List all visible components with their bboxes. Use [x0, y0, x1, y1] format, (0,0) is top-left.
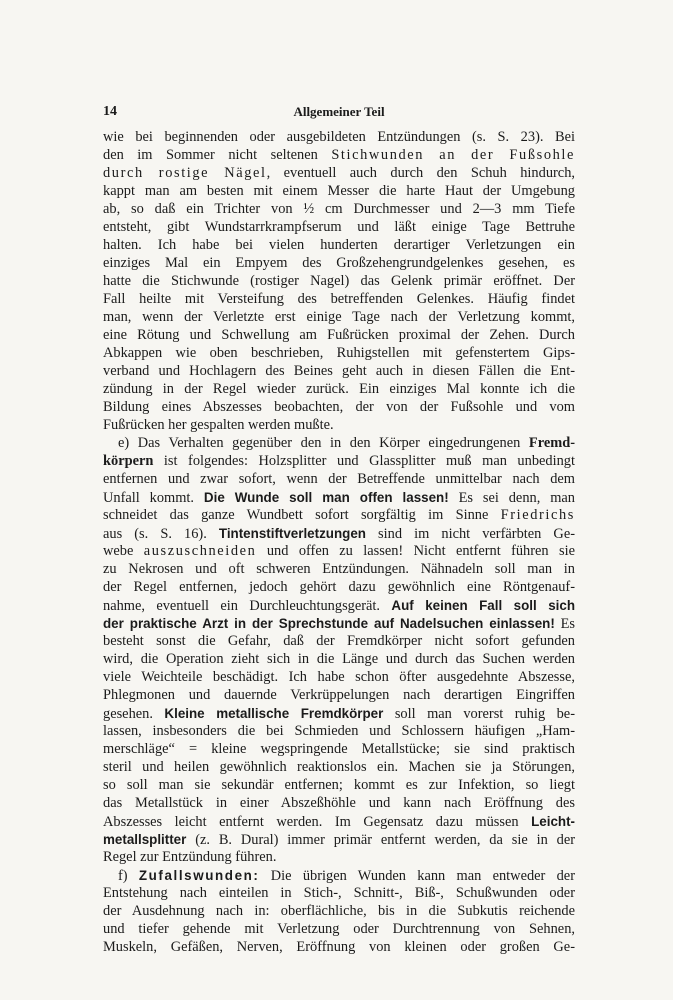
text-line: den im Sommer nicht seltenen Stichwunden an der Fußsohle [103, 147, 575, 163]
bold-term: Fremd- [528, 435, 575, 451]
text-line: ab, so daß ein Trichter von ½ cm Durchmesser und 2—3 mm Tiefe [103, 201, 575, 217]
text-line: das Metallstück in einer Abszeßhöhle und kann nach Eröffnung des [103, 795, 575, 811]
emphasis-text: der praktische Arzt in der Sprechstunde auf Nadelsuchen einlassen! [103, 616, 555, 631]
text-line: metallsplitter (z. B. Dural) immer primär entfernt werden, da sie in der [103, 832, 575, 848]
text-line: viele Weichteile beschädigt. Ich habe schon öfter ausgedehnte Abszesse, [103, 669, 575, 685]
text-line: und tiefer gehende mit Verletzung oder Durchtrennung von Sehnen, [103, 921, 575, 937]
text-line: Fußrücken her gespalten werden mußte. [103, 417, 334, 433]
text-line: entfernen und zwar sofort, wenn der Betreffende unmittelbar nach dem [103, 471, 575, 487]
emphasis-text: Tintenstiftverletzungen [218, 526, 366, 541]
text-line: Bildung eines Abszesses beobachten, der von der Fußsohle und vom [103, 399, 575, 415]
emphasis-text: Kleine metallische Fremdkörper [164, 706, 384, 721]
text-line: e) Das Verhalten gegenüber den in den Körper eingedrungenen Fremd- [118, 435, 575, 451]
emphasis-text: Die Wunde soll man offen lassen! [203, 490, 449, 505]
bold-term: körpern [103, 453, 154, 469]
text-line: halten. Ich habe bei vielen hunderten derartiger Verletzungen ein [103, 237, 575, 253]
text-line: Entstehung nach einteilen in Stich-, Schnitt-, Biß-, Schußwunden oder [103, 885, 575, 901]
text-line: so soll man sie sekundär entfernen; kommt es zur Infektion, so liegt [103, 777, 575, 793]
text-line: verband und Hochlagern des Beines geht auch in diesen Fällen die Ent- [103, 363, 575, 379]
text-line: der Regel entfernen, jedoch gehört dazu gewöhnlich eine Röntgenauf- [103, 579, 575, 595]
text-line: aus (s. S. 16). Tintenstiftverletzungen sind im nicht verfärbten Ge- [103, 526, 575, 542]
spaced-term: Friedrichs [500, 507, 575, 523]
text-line: einziges Mal ein Empyem des Großzehengrundgelenkes gesehen, es [103, 255, 575, 271]
text-line: besteht sonst die Gefahr, daß der Fremdkörper nicht sofort gefunden [103, 633, 575, 649]
text-line: hatte die Stichwunde (rostiger Nagel) das Gelenk primär eröffnet. Der [103, 273, 575, 289]
text-line: der Ausdehnung nach in: oberflächliche, bis in die Subkutis reichende [103, 903, 575, 919]
emphasis-text: Auf keinen Fall soll sich [391, 598, 575, 613]
page-header [103, 104, 575, 124]
text-line: schneidet das ganze Wundbett sofort sorgfältig im Sinne Friedrichs [103, 507, 575, 523]
text-line: körpern ist folgendes: Holzsplitter und Glassplitter muß man unbedingt [103, 453, 575, 469]
emphasis-text: Leicht- [531, 814, 575, 829]
emphasis-text: metallsplitter [103, 832, 187, 847]
spaced-term: Stichwunden an der Fußsohle [331, 147, 575, 163]
text-line: Phlegmonen und dauernde Verkrüppelungen nach derartigen Eingriffen [103, 687, 575, 703]
text-line: Muskeln, Gefäßen, Nerven, Eröffnung von kleinen oder großen Ge- [103, 939, 575, 955]
text-line: Fall heilte mit Versteifung des betreffenden Gelenkes. Häufig findet [103, 291, 575, 307]
running-head: Allgemeiner Teil [293, 104, 385, 119]
text-line: Regel zur Entzündung führen. [103, 849, 277, 865]
page-number: 14 [103, 104, 117, 119]
text-line: f) Zufallswunden: Die übrigen Wunden kann man entweder der [118, 868, 575, 884]
text-line: merschläge“ = kleine wegspringende Metallstücke; sie sind praktisch [103, 741, 575, 757]
text-line: Abkappen wie oben beschrieben, Ruhigstellen mit gefenstertem Gips- [103, 345, 575, 361]
text-line: zu Nekrosen und oft schweren Entzündungen. Nähnadeln soll man in [103, 561, 575, 577]
spaced-term: durch rostige Nägel [103, 165, 267, 181]
text-line: Abszesses leicht entfernt werden. Im Gegensatz dazu müssen Leicht- [103, 814, 575, 830]
text-line: man, wenn der Verletzte erst einige Tage nach der Verletzung kommt, [103, 309, 575, 325]
spaced-term: auszuschneiden [143, 543, 257, 559]
text-line: entsteht, gibt Wundstarrkrampfserum und läßt einige Tage Bettruhe [103, 219, 575, 235]
emphasis-text: Zufallswunden: [138, 868, 260, 883]
text-line: wird, die Operation zieht sich in die Länge und durch das Suchen werden [103, 651, 575, 667]
text-line: webe auszuschneiden und offen zu lassen! Nicht entfernt führen sie [103, 543, 575, 559]
text-line: wie bei beginnenden oder ausgebildeten Entzündungen (s. S. 23). Bei [103, 129, 575, 145]
text-line: lassen, insbesonders die bei Schmieden und Schlossern häufigen „Ham- [103, 723, 575, 739]
text-line: nahme, eventuell ein Durchleuchtungsgerät. Auf keinen Fall soll sich [103, 598, 575, 614]
text-line: steril und heilen gewöhnlich reaktionslos ein. Machen sie ja Störungen, [103, 759, 575, 775]
text-line: eine Rötung und Schwellung am Fußrücken proximal der Zehen. Durch [103, 327, 575, 343]
text-line: durch rostige Nägel, eventuell auch durch den Schuh hindurch, [103, 165, 575, 181]
text-line: kappt man am besten mit einem Messer die harte Haut der Umgebung [103, 183, 575, 199]
text-line: Unfall kommt. Die Wunde soll man offen lassen! Es sei denn, man [103, 490, 575, 506]
text-line: der praktische Arzt in der Sprechstunde auf Nadelsuchen einlassen! Es [103, 616, 575, 632]
text-line: zündung in der Regel wieder zurück. Ein einziges Mal konnte ich die [103, 381, 575, 397]
text-line: gesehen. Kleine metallische Fremdkörper soll man vorerst ruhig be- [103, 706, 575, 722]
